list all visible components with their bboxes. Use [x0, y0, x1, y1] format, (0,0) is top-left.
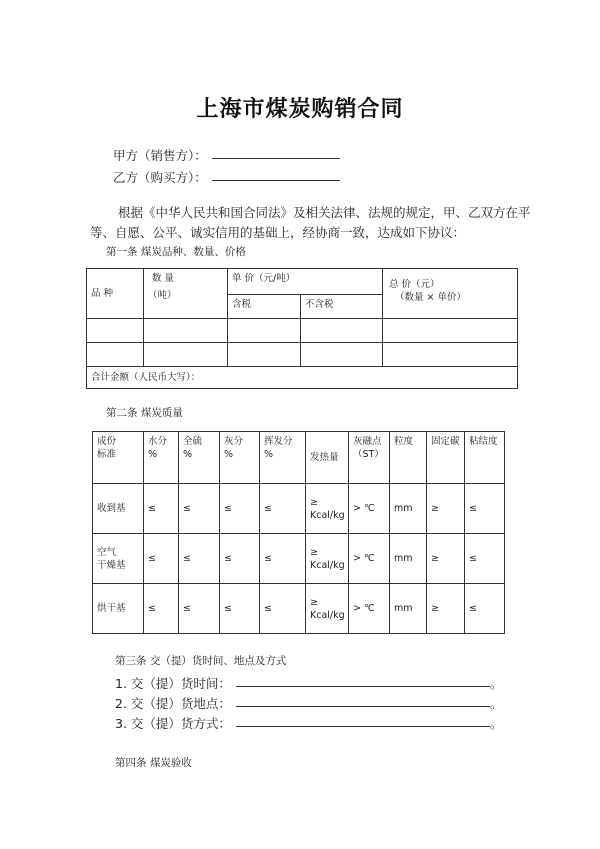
quality-header-cell [427, 432, 465, 484]
quality-value-cell[interactable] [349, 484, 390, 534]
quality-value-cell[interactable] [260, 584, 306, 634]
quality-value-symbol: ≤ [183, 553, 191, 564]
delivery-time-end: 。 [490, 676, 503, 691]
quality-value-symbol: ≤ [224, 503, 232, 514]
quality-row-label [93, 484, 144, 534]
quality-value-symbol: ≤ [224, 553, 232, 564]
quality-value-cell[interactable] [220, 534, 260, 584]
quality-value-cell[interactable] [306, 534, 349, 584]
quality-row-dried [93, 584, 505, 634]
delivery-place-label: 2. 交（提）货地点： [115, 696, 231, 711]
quality-row-label-text: 空气 [97, 546, 117, 558]
quality-value-cell[interactable] [144, 534, 179, 584]
price-table-header-quantity [144, 269, 228, 319]
quality-header-cell [179, 432, 220, 484]
quality-value-cell[interactable] [390, 584, 427, 634]
price-table-header-tax-incl [228, 295, 301, 319]
price-cell[interactable] [87, 343, 144, 367]
quality-header-cell [306, 432, 349, 484]
quality-header-text: 灰分 [224, 436, 244, 447]
quality-header-text: 标准 [97, 449, 117, 460]
quality-row-label [93, 534, 144, 584]
price-table-header-total [383, 269, 518, 319]
kcal-unit: Kcal/kg [310, 609, 345, 621]
col-tax-incl-label: 含税 [232, 299, 252, 310]
quality-table [92, 431, 505, 634]
col-total-label: 总 价（元） [389, 279, 440, 290]
quality-value-symbol: ≤ [183, 503, 191, 514]
quality-value-symbol: ≤ [148, 503, 156, 514]
quality-row-label-text: 收到基 [97, 503, 126, 514]
quality-value-symbol: ≤ [469, 553, 477, 564]
quality-header-text: 粒度 [394, 436, 414, 447]
quality-value-symbol: ≤ [469, 603, 477, 614]
quality-value-cell[interactable] [179, 534, 220, 584]
quality-value-symbol: ≤ [469, 503, 477, 514]
quality-header-text: % [183, 449, 193, 460]
price-cell[interactable] [301, 343, 383, 367]
quality-header-text: 挥发分 [264, 436, 293, 447]
quality-value-symbol: > ℃ [353, 603, 375, 614]
quality-header-cell [390, 432, 427, 484]
col-total-note: （数量 × 单价） [395, 292, 467, 303]
quality-header-cell [349, 432, 390, 484]
price-cell[interactable] [144, 319, 228, 343]
quality-value-symbol: ≤ [224, 603, 232, 614]
quality-value-cell[interactable] [306, 484, 349, 534]
quality-value-cell[interactable] [349, 584, 390, 634]
quality-value-cell[interactable] [220, 484, 260, 534]
price-table-row [87, 319, 518, 343]
quality-row-label [93, 584, 144, 634]
party-a-blank[interactable] [212, 158, 340, 159]
quality-value-symbol: ≥ [310, 596, 318, 608]
article-4-heading: 第四条 煤炭验收 [115, 757, 192, 769]
total-amount-label: 合计金额（人民币大写）： [91, 372, 201, 383]
quality-value-symbol: ≤ [148, 553, 156, 564]
col-qty-label: 数 量 [152, 273, 175, 284]
intro-line-2: 等、自愿、公平、诚实信用的基础上，经协商一致，达成如下协议： [90, 225, 466, 240]
price-cell[interactable] [228, 343, 301, 367]
quality-value-cell[interactable] [179, 584, 220, 634]
quality-header-text: % [264, 449, 274, 460]
quality-row-label-text: 烘干基 [97, 603, 126, 614]
col-tax-excl-label: 不含税 [305, 299, 334, 310]
price-cell[interactable] [383, 343, 518, 367]
quality-value-symbol: ≥ [310, 546, 318, 558]
price-table-row [87, 343, 518, 367]
quality-value-symbol: mm [394, 603, 413, 614]
quality-value-cell[interactable] [349, 534, 390, 584]
delivery-place-end: 。 [490, 696, 503, 711]
quality-value-symbol: ≥ [431, 503, 439, 514]
quality-value-symbol: > ℃ [353, 503, 375, 514]
total-amount-cell[interactable] [87, 367, 518, 389]
quality-header-text: 全硫 [183, 436, 203, 447]
quality-value-cell[interactable] [144, 484, 179, 534]
quality-value-symbol: ≤ [148, 603, 156, 614]
price-cell[interactable] [87, 319, 144, 343]
kcal-unit: Kcal/kg [310, 559, 345, 571]
price-cell[interactable] [144, 343, 228, 367]
quality-value-cell[interactable] [427, 484, 465, 534]
party-b-label: 乙方（购买方）： [113, 170, 207, 185]
quality-value-cell[interactable] [465, 484, 505, 534]
quality-value-symbol: ≤ [264, 503, 272, 514]
quality-header-cell [465, 432, 505, 484]
delivery-place-blank[interactable] [236, 706, 490, 707]
delivery-method-label: 3. 交（提）货方式： [115, 716, 231, 731]
intro-line-1: 根据《中华人民共和国合同法》及相关法律、法规的规定，甲、乙双方在平 [118, 205, 531, 220]
article-1-heading: 第一条 煤炭品种、数量、价格 [106, 246, 246, 258]
quality-header-cell [220, 432, 260, 484]
quality-value-symbol: ≥ [431, 553, 439, 564]
quality-value-cell[interactable] [465, 584, 505, 634]
quality-row-label-text: 干燥基 [97, 559, 126, 571]
price-table-header-variety [87, 269, 144, 319]
delivery-time-label: 1. 交（提）货时间： [115, 676, 231, 691]
article-3-heading: 第三条 交（提）货时间、地点及方式 [115, 655, 287, 667]
quality-header-text: （ST） [353, 449, 384, 460]
delivery-method-end: 。 [490, 716, 503, 731]
quality-header-cell [93, 432, 144, 484]
quality-value-symbol: ≤ [264, 553, 272, 564]
quality-header-cell [260, 432, 306, 484]
col-qty-unit: （吨） [148, 290, 177, 301]
quality-value-symbol: mm [394, 553, 413, 564]
quality-header-text: 固定碳 [431, 436, 460, 447]
quality-value-cell[interactable] [427, 584, 465, 634]
quality-value-cell[interactable] [179, 484, 220, 534]
price-table-header-tax-excl [301, 295, 383, 319]
article-2-heading: 第二条 煤炭质量 [106, 407, 183, 419]
quality-header-text: 粘结度 [469, 436, 498, 447]
quality-value-cell[interactable] [260, 534, 306, 584]
kcal-unit: Kcal/kg [310, 509, 345, 521]
quality-value-cell[interactable] [306, 584, 349, 634]
quality-header-row [93, 432, 505, 484]
quality-value-cell[interactable] [427, 534, 465, 584]
quality-row-as-received [93, 484, 505, 534]
col-variety-label: 品 种 [91, 288, 114, 299]
quality-header-text: % [148, 449, 158, 460]
quality-header-text: 成份 [97, 436, 117, 447]
quality-value-cell[interactable] [390, 484, 427, 534]
price-table [86, 268, 518, 389]
quality-header-cell [144, 432, 179, 484]
quality-value-cell[interactable] [220, 584, 260, 634]
quality-value-symbol: ≤ [264, 603, 272, 614]
quality-value-symbol: mm [394, 503, 413, 514]
quality-value-symbol: > ℃ [353, 553, 375, 564]
quality-header-text: 水分 [148, 436, 168, 447]
price-cell[interactable] [228, 319, 301, 343]
price-table-header-unit-price [228, 269, 383, 295]
quality-value-symbol: ≤ [183, 603, 191, 614]
document-title: 上海市煤炭购销合同 [196, 97, 404, 122]
quality-header-text: 发热量 [310, 452, 339, 463]
price-cell[interactable] [383, 319, 518, 343]
price-cell[interactable] [301, 319, 383, 343]
delivery-time-blank[interactable] [236, 686, 490, 687]
party-a-label: 甲方（销售方）： [113, 148, 207, 163]
quality-row-air-dried [93, 534, 505, 584]
quality-value-cell[interactable] [390, 534, 427, 584]
quality-value-cell[interactable] [465, 534, 505, 584]
party-b-blank[interactable] [212, 180, 340, 181]
quality-header-text: 灰融点 [353, 436, 382, 447]
col-price-label: 单 价（元/吨） [232, 273, 296, 284]
quality-header-text: % [224, 449, 234, 460]
delivery-method-blank[interactable] [236, 726, 490, 727]
quality-value-cell[interactable] [260, 484, 306, 534]
quality-value-cell[interactable] [144, 584, 179, 634]
quality-value-symbol: ≥ [310, 496, 318, 508]
quality-value-symbol: ≥ [431, 603, 439, 614]
